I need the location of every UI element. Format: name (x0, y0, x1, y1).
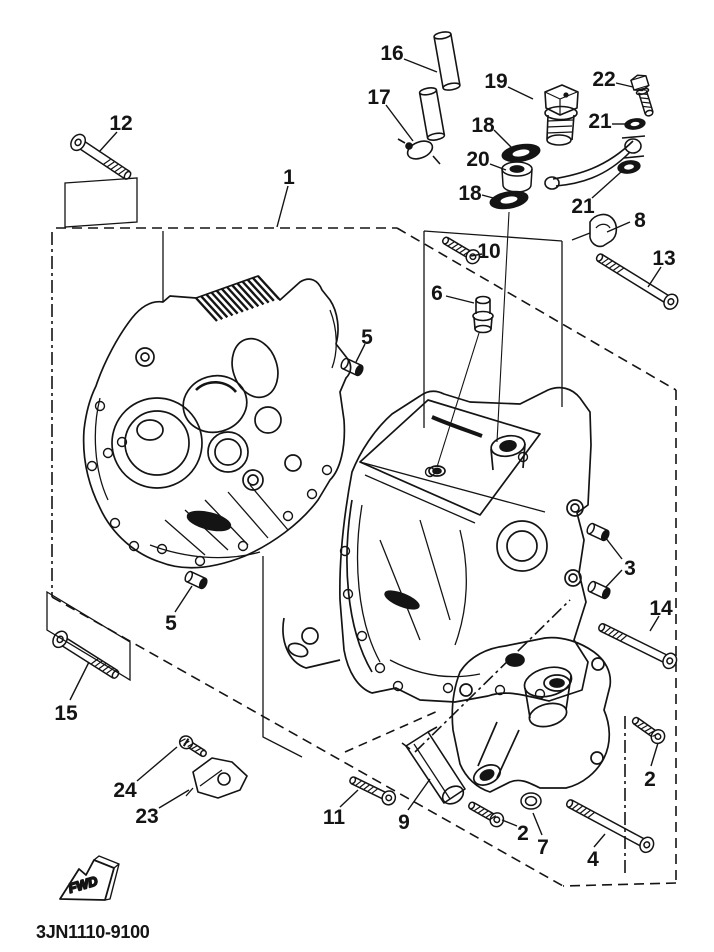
leader-line (446, 296, 474, 303)
mount-hole-inner (550, 679, 564, 687)
callout-5-6 (165, 586, 192, 635)
tube-16a (434, 31, 461, 91)
callout-number-14: 14 (649, 597, 673, 620)
callout-3-3 (605, 537, 636, 587)
callout-7-8 (533, 813, 549, 859)
leader-line (386, 105, 413, 141)
leader-line (137, 747, 177, 781)
bearing-boss-inner (507, 531, 537, 561)
bolt-hole (323, 466, 332, 475)
callout-12-13 (99, 112, 133, 152)
deck-gasket-line (360, 462, 545, 523)
diagram-part-code: 3JN1110-9100 (36, 922, 150, 942)
ear-hole-lower-2 (569, 574, 577, 582)
callout-4-4 (587, 834, 605, 871)
oil-passage-inner (141, 353, 149, 361)
crankcase-right-half (283, 388, 591, 702)
leader-line (99, 132, 117, 152)
leader-line (616, 83, 633, 87)
gear-bore-outer (208, 432, 248, 472)
leader-line (648, 267, 661, 287)
leader-line (494, 130, 512, 148)
trans-slot-right (383, 588, 421, 613)
pump-top-hole (506, 654, 524, 666)
callout-number-9: 9 (398, 811, 410, 834)
bolt-hole (88, 462, 97, 471)
mid-opening-crescent (196, 382, 236, 392)
leader-line (651, 743, 658, 766)
leader-line (502, 820, 517, 826)
callout-21-23 (588, 110, 626, 133)
ear-hole-upper-2 (571, 504, 579, 512)
shaft-hole-a (255, 407, 281, 433)
bolt-hole (308, 490, 317, 499)
oil-nozzle-6 (473, 297, 493, 333)
leader-line (605, 537, 622, 559)
callout-11-12 (323, 790, 358, 829)
callout-9-10 (398, 779, 430, 834)
callout-22-25 (592, 68, 633, 91)
cylinder-bore-shadow (432, 417, 482, 436)
washer-18b (489, 189, 529, 211)
dowel-5a (340, 357, 365, 376)
bolt-hole (284, 512, 293, 521)
callout-number-23: 23 (135, 805, 159, 828)
bolt-hole (104, 449, 113, 458)
callout-1-0 (277, 166, 295, 227)
callout-21-24 (571, 172, 621, 218)
leader-line (404, 59, 437, 72)
leader-line (340, 790, 358, 807)
shaft-hole-b (243, 470, 263, 490)
callout-16-17 (380, 42, 437, 72)
dowel-5b (184, 570, 209, 589)
dowel-3b (587, 580, 612, 599)
callout-number-20: 20 (466, 148, 490, 171)
leader-line (607, 222, 630, 232)
pump-boss-bottom (527, 700, 569, 731)
callout-19-21 (484, 70, 533, 99)
dipstick-boss (490, 433, 527, 470)
callout-6-7 (431, 282, 474, 305)
boundary-diagonal-right (397, 228, 676, 390)
callout-number-7: 7 (537, 836, 549, 859)
leader-line (533, 813, 542, 835)
bolt-12 (68, 132, 135, 184)
leader-line (277, 186, 288, 227)
bolt-hole (376, 664, 385, 673)
oil-passage (136, 348, 154, 366)
callout-number-2: 2 (517, 822, 529, 845)
hardware-layer (50, 31, 680, 855)
callout-5-5 (356, 326, 373, 362)
callout-13-14 (648, 247, 676, 287)
callout-number-18: 18 (471, 114, 495, 137)
callout-number-18: 18 (458, 182, 482, 205)
bearing-boss-outer (497, 521, 547, 571)
callout-10-11 (471, 240, 501, 263)
callout-number-5: 5 (361, 326, 373, 349)
washer-18a (501, 142, 541, 164)
callout-number-3: 3 (624, 557, 636, 580)
leader-line (70, 662, 89, 700)
bolt-hole (196, 557, 205, 566)
bolt-15 (50, 629, 122, 683)
boundary-bottom (563, 883, 676, 886)
pipe-clamp-17 (398, 138, 440, 164)
bolt-10 (440, 233, 482, 266)
tube-16b (419, 87, 445, 142)
right-opening (225, 333, 285, 404)
boundary-diagonal-bottom (52, 597, 563, 886)
leader-line (175, 586, 192, 612)
callout-number-21: 21 (588, 110, 612, 133)
callout-number-11: 11 (322, 806, 346, 829)
boundary-branch (345, 710, 440, 752)
lug-hole (302, 628, 318, 644)
oring-7 (521, 793, 541, 809)
pump-ear-a (592, 658, 604, 670)
callout-2-2 (502, 820, 529, 845)
callout-14-15 (649, 597, 673, 631)
lead-guide-23 (186, 758, 247, 798)
crank-bore-inner (125, 411, 189, 475)
callout-8-9 (607, 209, 646, 232)
leader-line (594, 834, 605, 847)
pump-intake-mouth-inner (479, 768, 495, 782)
cylinder-deck (360, 400, 540, 515)
leader-line (606, 570, 622, 587)
leader-line (508, 87, 533, 99)
crank-hub (137, 420, 163, 440)
callout-number-2: 2 (644, 768, 656, 791)
callout-number-17: 17 (367, 86, 391, 109)
callout-number-12: 12 (109, 112, 133, 135)
leader-line (159, 790, 189, 808)
insert-axis-a (437, 333, 479, 467)
callout-number-6: 6 (431, 282, 443, 305)
callout-23-26 (135, 790, 189, 828)
mid-opening (177, 369, 253, 440)
banjo-bolt-22 (630, 73, 657, 118)
pump-ear-b (591, 752, 603, 764)
callout-number-10: 10 (477, 240, 501, 263)
bolt-2a (629, 713, 667, 746)
bolt-4 (564, 795, 657, 854)
oil-strainer-9 (402, 727, 467, 807)
pump-ear-c (460, 684, 472, 696)
fwd-text: FWD (66, 873, 100, 896)
flange-bolt-holes (88, 402, 545, 699)
callout-17-18 (367, 86, 413, 141)
callout-number-16: 16 (380, 42, 404, 65)
bolt-hole (111, 519, 120, 528)
callout-number-8: 8 (634, 209, 646, 232)
fwd-direction-marker (60, 856, 119, 900)
callout-number-1: 1 (283, 166, 295, 189)
bolt-hole (239, 542, 248, 551)
boss-hole (499, 440, 516, 453)
boss-hole (285, 455, 301, 471)
bolt12-frame (65, 178, 137, 227)
callout-15-16 (54, 662, 89, 725)
callout-number-24: 24 (113, 779, 137, 802)
pump-intake-tube (478, 722, 519, 778)
callout-number-4: 4 (587, 848, 599, 871)
ear-hole-upper (567, 500, 583, 516)
gear-bore-inner (215, 439, 241, 465)
bolt-14 (596, 619, 679, 671)
callout-20-22 (466, 148, 506, 171)
bolt-hole (358, 632, 367, 641)
callout-number-21: 21 (571, 195, 595, 218)
bolt-hole (444, 684, 453, 693)
callout-number-19: 19 (484, 70, 508, 93)
callout-2-1 (644, 743, 658, 791)
crankcase-left-half (84, 276, 351, 568)
callout-24-27 (113, 747, 177, 802)
bolt-2b (466, 798, 506, 829)
callout-number-22: 22 (592, 68, 616, 91)
callout-number-13: 13 (652, 247, 676, 270)
front-flange-arc2 (358, 505, 380, 662)
ear-hole-lower (565, 570, 581, 586)
callout-number-5: 5 (165, 612, 177, 635)
callout-18-19 (471, 114, 512, 148)
callout-number-15: 15 (54, 702, 78, 725)
shaft-hole-b-inner (248, 475, 258, 485)
washer-21a (624, 118, 645, 131)
right-case-outline (340, 388, 591, 702)
collar-20 (502, 162, 532, 192)
bolt-hole (96, 402, 105, 411)
oil-level-plug-19 (545, 85, 578, 145)
screw-24 (177, 734, 209, 760)
